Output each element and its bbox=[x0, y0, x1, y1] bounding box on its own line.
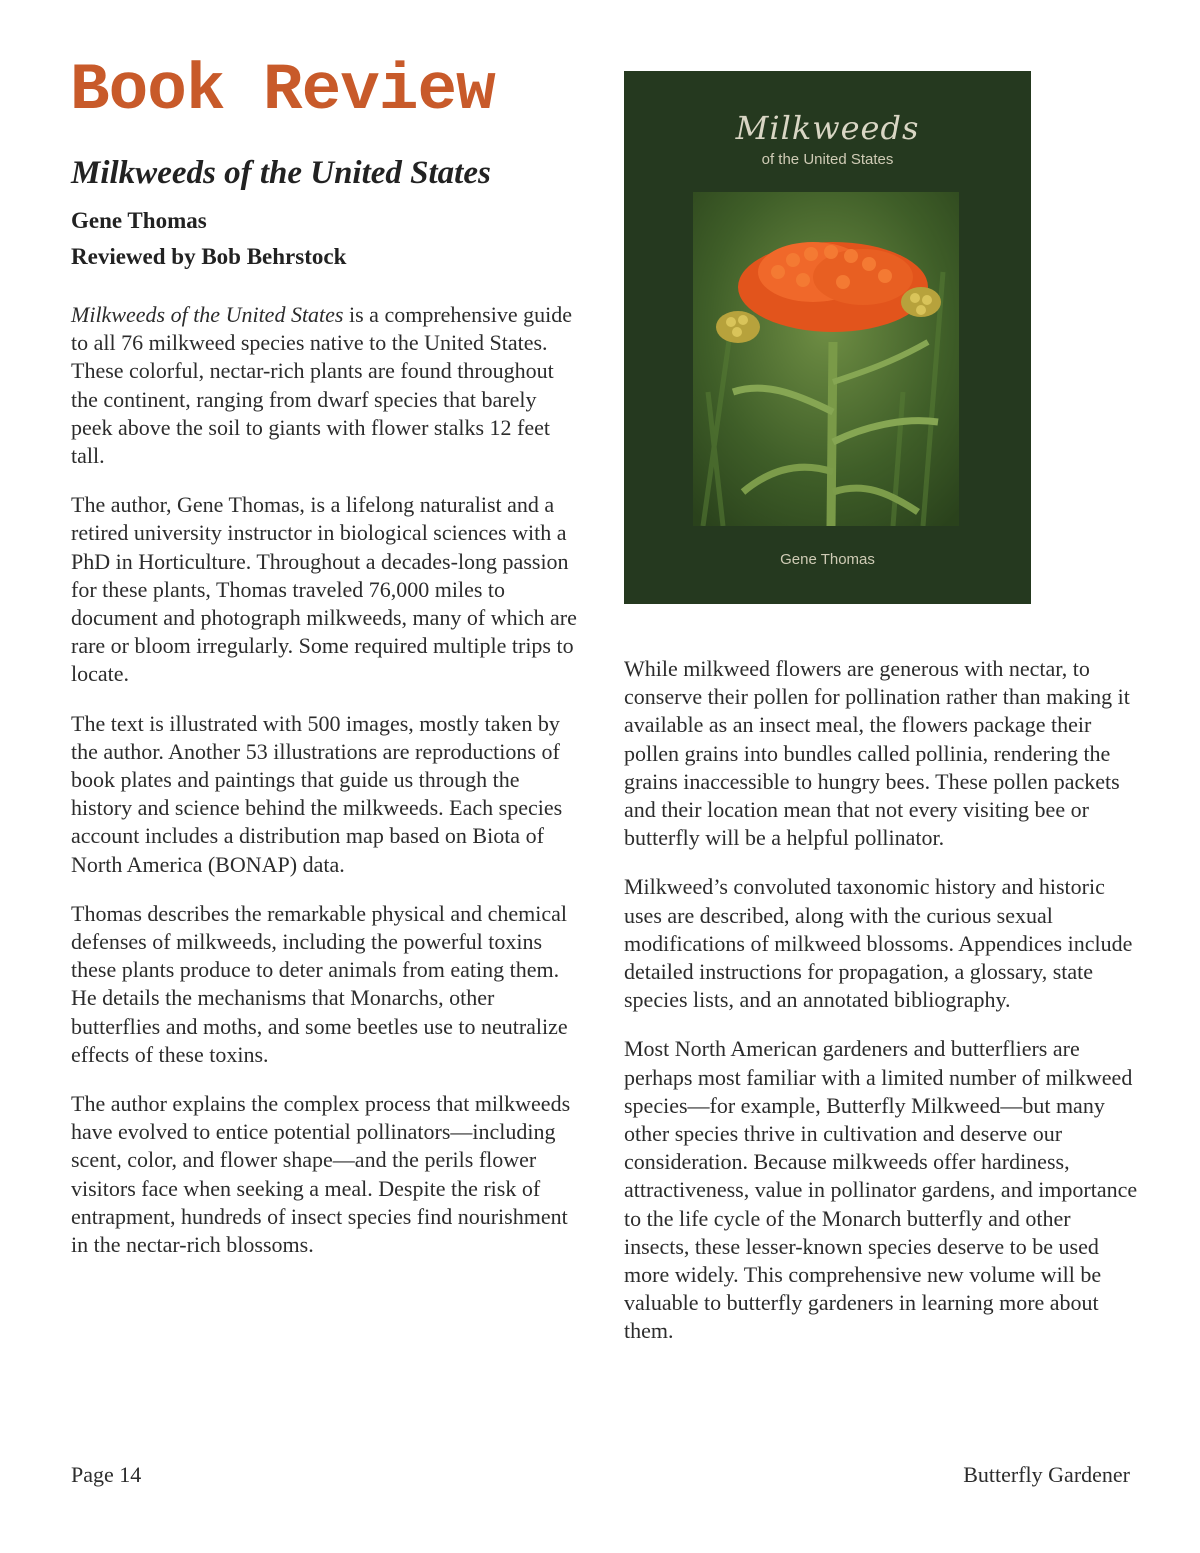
paragraph-defenses: Thomas describes the remarkable physical and chemical defenses of milkweeds, including the powerful toxins these plants produce to deter animals from eating them. He details the mechanisms that Monarchs, other butterflies and moths, and some beetles use to neutralize effects of these toxins. bbox=[71, 900, 568, 1067]
paragraph-pollinia: While milkweed flowers are generous with nectar, to conserve their pollen for pollination rather than making it available as an insect meal, the flowers package their pollen grains into bundles called pollinia, rendering the grains inaccessible to hungry bees. These pollen packets and their location mean that not every visiting bee or butterfly will be a helpful pollinator. bbox=[624, 656, 1130, 851]
book-cover bbox=[624, 71, 1031, 604]
left-column bbox=[71, 155, 581, 1280]
book-title: Milkweeds of the United States bbox=[71, 155, 491, 191]
paragraph-illustrations: The text is illustrated with 500 images, mostly taken by the author. Another 53 illustrations are reproductions of book plates and paintings that guide us through the history and science behind the milkweeds. Each species account includes a distribution map based on Biota of North America (BONAP) data. bbox=[71, 710, 563, 877]
book-author: Gene Thomas bbox=[71, 207, 207, 233]
paragraph-taxonomy: Milkweed’s convoluted taxonomic history and historic uses are described, along with the curious sexual modifications of milkweed blossoms. Appendices include detailed instructions for propagation, a glossary, state species lists, and an annotated bibliography. bbox=[624, 874, 1133, 1013]
left-body bbox=[71, 301, 581, 1259]
publication-name: Butterfly Gardener bbox=[963, 1462, 1130, 1487]
right-column bbox=[624, 655, 1139, 1367]
reviewer-credit: Reviewed by Bob Behrstock bbox=[71, 243, 347, 269]
intro-book-title: Milkweeds of the United States bbox=[71, 301, 344, 327]
page-number: Page 14 bbox=[71, 1462, 142, 1487]
paragraph-author: The author, Gene Thomas, is a lifelong naturalist and a retired university instructor in biological sciences with a PhD in Horticulture. Throughout a decades-long passion for these plants, Thomas traveled 76,000 miles to document and photograph milkweeds, many of which are rare or bloom irregularly. Some required multiple trips to locate. bbox=[71, 492, 577, 687]
intro-text: is a comprehensive guide to all 76 milkweed species native to the United States. These colorful, nectar-rich plants are found throughout the continent, ranging from dwarf species that barely peek above the soil to giants with flower stalks 12 feet tall. bbox=[71, 301, 572, 468]
milkweed-flower-illustration bbox=[693, 192, 959, 526]
section-title: Book Review bbox=[70, 53, 495, 128]
cover-subtitle: of the United States bbox=[761, 151, 894, 168]
cover-author: Gene Thomas bbox=[780, 551, 875, 568]
paragraph-pollinators: The author explains the complex process that milkweeds have evolved to entice potential pollinators—including scent, color, and flower shape—and the perils flower visitors face when seeking a meal. Despite the risk of entrapment, hundreds of insect species find nourishment in the nectar-rich blossoms. bbox=[71, 1091, 571, 1258]
cover-title: Milkweeds bbox=[735, 109, 920, 147]
paragraph-gardeners: Most North American gardeners and butterfliers are perhaps most familiar with a limited number of milkweed species—for example, Butterfly Milkweed—but many other species thrive in cultivation and deserve our consideration. Because milkweeds offer hardiness, attractiveness, value in pollinator gardens, and importance to the life cycle of the Monarch butterfly and other insects, these lesser-known species deserve to be used more widely. This comprehensive new volume will be valuable to butterfly gardeners in learning more about them. bbox=[624, 1036, 1138, 1344]
intro-paragraph bbox=[71, 301, 581, 470]
cover-photo bbox=[693, 192, 959, 526]
